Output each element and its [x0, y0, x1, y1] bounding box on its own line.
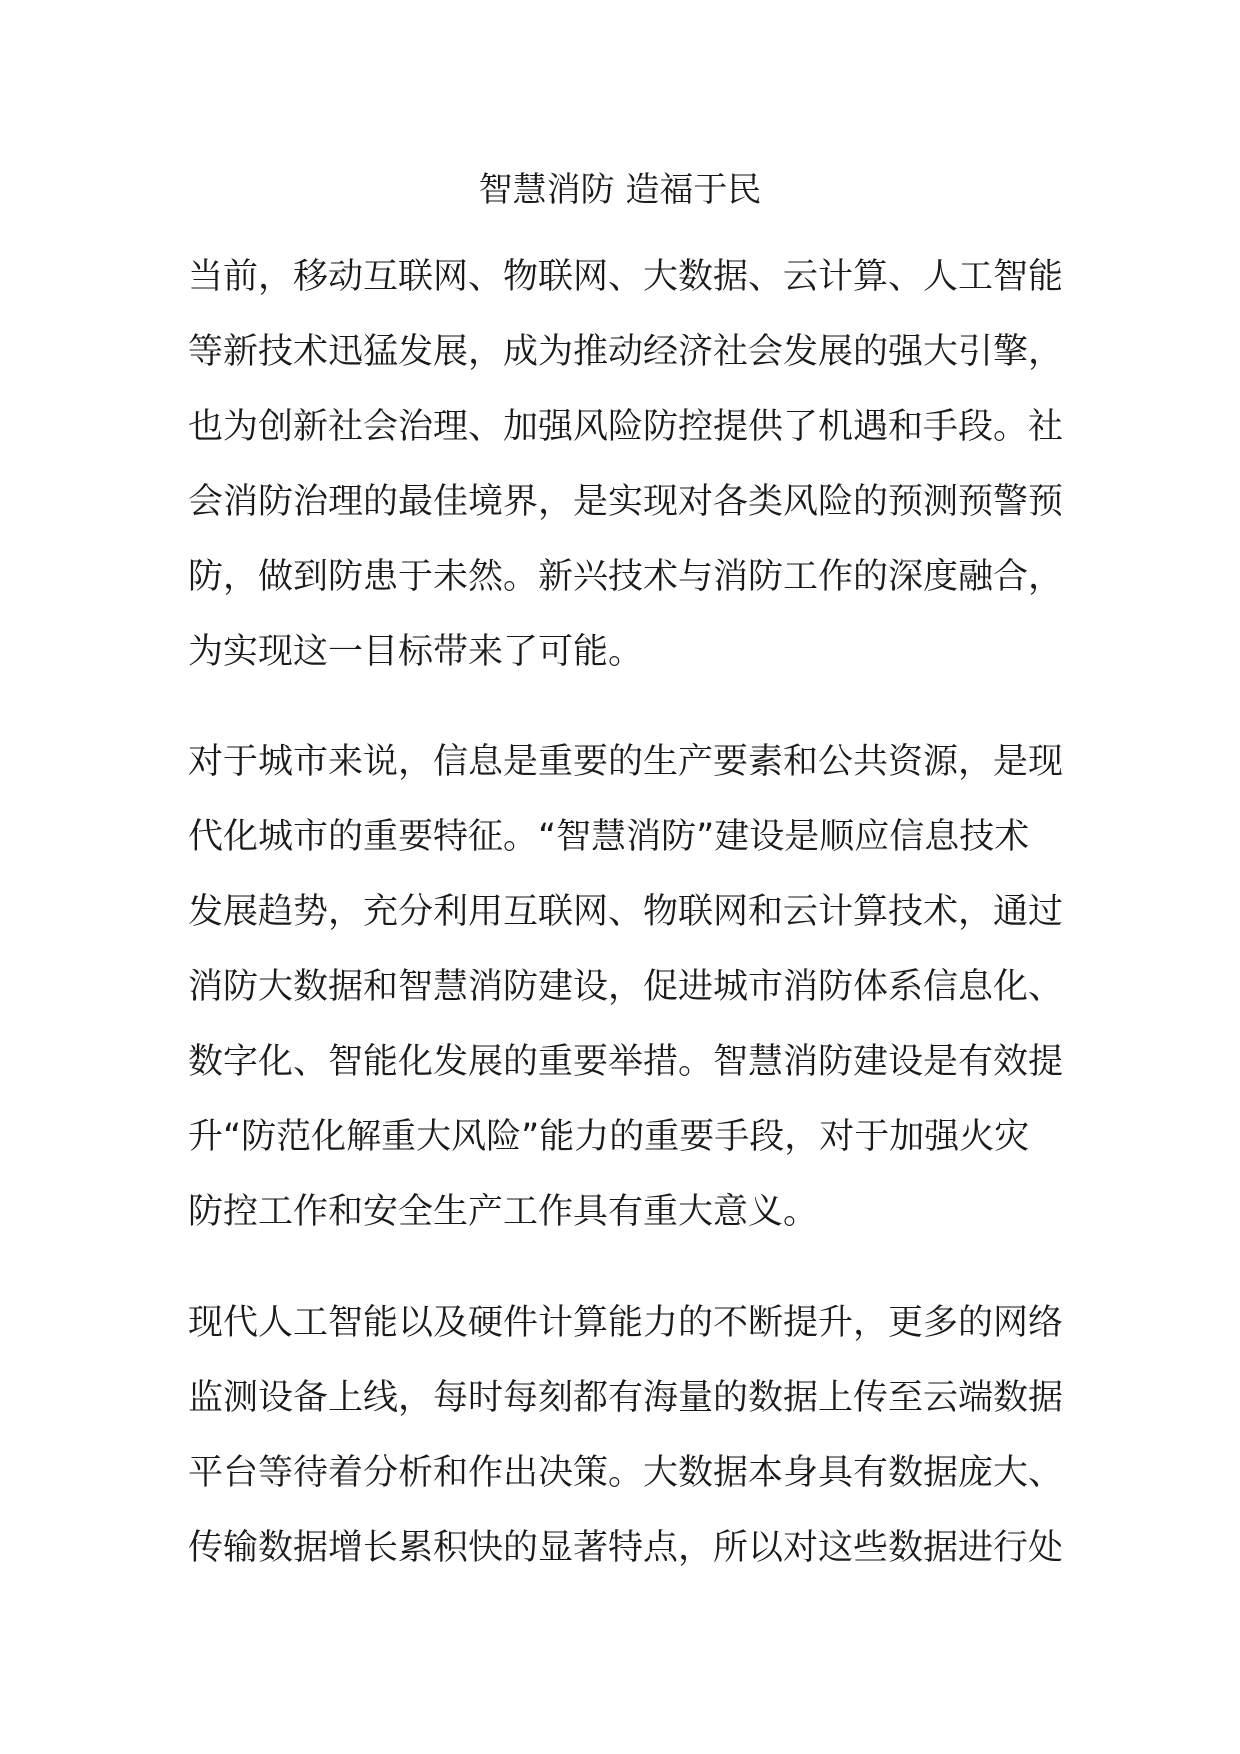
paragraph-line: 当前，移动互联网、物联网、大数据、云计算、人工智能 [188, 257, 1064, 297]
paragraph-line: 监测设备上线，每时每刻都有海量的数据上传至云端数据 [188, 1378, 1064, 1418]
paragraph-line: 防控工作和安全生产工作具有重大意义。 [188, 1192, 819, 1232]
paragraph-line: 为实现这一目标带来了可能。 [188, 632, 644, 672]
paragraph-line: 现代人工智能以及硬件计算能力的不断提升，更多的网络 [188, 1303, 1064, 1343]
paragraph-line: 数字化、智能化发展的重要举措。智慧消防建设是有效提 [188, 1042, 1064, 1082]
paragraph-line: 等新技术迅猛发展，成为推动经济社会发展的强大引擎， [188, 332, 1064, 372]
paragraph-line: 也为创新社会治理、加强风险防控提供了机遇和手段。社 [188, 407, 1064, 447]
paragraph-line: 会消防治理的最佳境界，是实现对各类风险的预测预警预 [188, 482, 1064, 522]
paragraph-line: 代化城市的重要特征。“智慧消防”建设是顺应信息技术 [188, 817, 1030, 857]
paragraph-1 [188, 240, 1064, 690]
document-title: 智慧消防 造福于民 [478, 170, 762, 210]
paragraph-line: 消防大数据和智慧消防建设，促进城市消防体系信息化、 [188, 967, 1064, 1007]
paragraph-line: 发展趋势，充分利用互联网、物联网和云计算技术，通过 [188, 892, 1064, 932]
paragraph-line: 平台等待着分析和作出决策。大数据本身具有数据庞大、 [188, 1453, 1064, 1493]
paragraph-3 [188, 1286, 1064, 1586]
paragraph-line: 对于城市来说，信息是重要的生产要素和公共资源，是现 [188, 742, 1064, 782]
paragraph-line: 防，做到防患于未然。新兴技术与消防工作的深度融合， [188, 557, 1064, 597]
paragraph-line: 传输数据增长累积快的显著特点，所以对这些数据进行处 [188, 1528, 1064, 1568]
paragraph-2 [188, 725, 1064, 1250]
paragraph-line: 升“防范化解重大风险”能力的重要手段，对于加强火灾 [188, 1117, 1030, 1157]
